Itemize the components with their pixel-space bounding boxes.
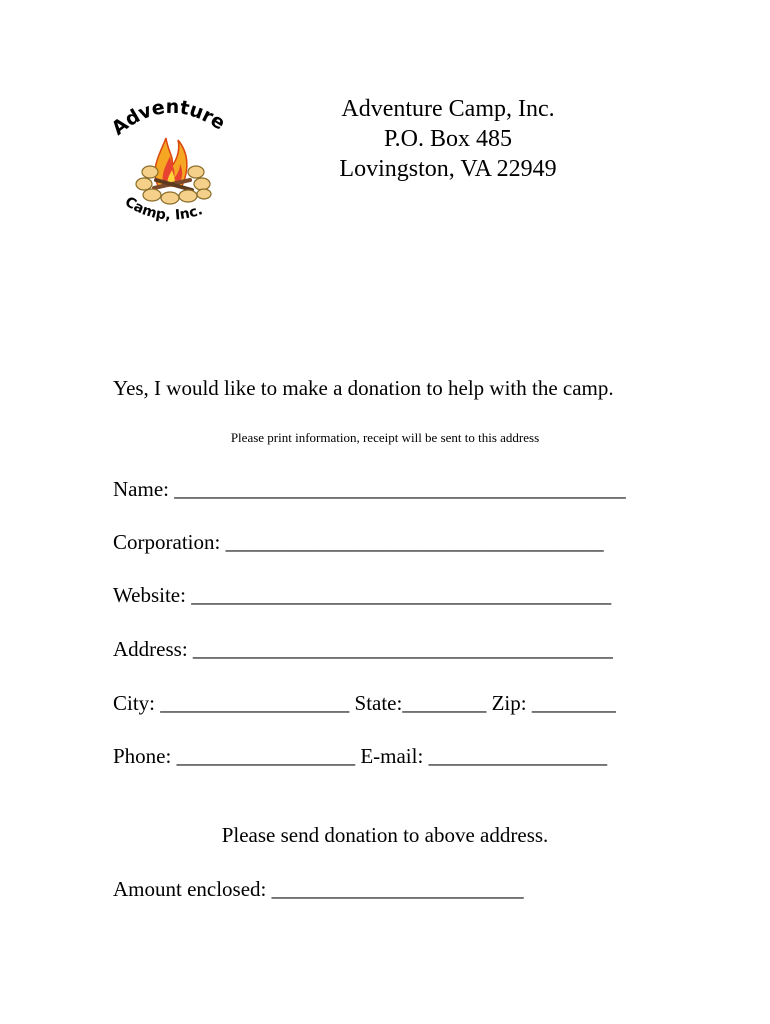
logo-arc-top-text: Adventure	[110, 95, 228, 140]
phone-email-field[interactable]: Phone: _________________ E-mail: _________________	[113, 744, 608, 768]
amount-enclosed-field[interactable]: Amount enclosed: ________________________	[113, 877, 524, 901]
donation-intro: Yes, I would like to make a donation to help with the camp.	[113, 376, 614, 400]
city-state-zip-field[interactable]: City: __________________ State:________ Zip: ________	[113, 691, 616, 715]
organization-name: Adventure Camp, Inc.	[341, 96, 555, 122]
send-donation-note: Please send donation to above address.	[221, 823, 549, 847]
corporation-field[interactable]: Corporation: ____________________________________	[113, 530, 604, 554]
website-field[interactable]: Website: ________________________________________	[113, 583, 612, 607]
print-instructions: Please print information, receipt will be sent to this address	[230, 430, 540, 445]
po-box: P.O. Box 485	[383, 126, 513, 152]
adventure-camp-logo	[110, 94, 228, 234]
logo-arc-bottom-text: Camp, Inc.	[121, 193, 205, 224]
campfire-icon	[110, 94, 228, 234]
name-field[interactable]: Name: ___________________________________________	[113, 477, 626, 501]
svg-text:Adventure	[110, 96, 228, 140]
address-field[interactable]: Address: ________________________________________	[113, 637, 613, 661]
organization-address	[300, 94, 596, 184]
city-state-zip: Lovingston, VA 22949	[339, 156, 557, 182]
